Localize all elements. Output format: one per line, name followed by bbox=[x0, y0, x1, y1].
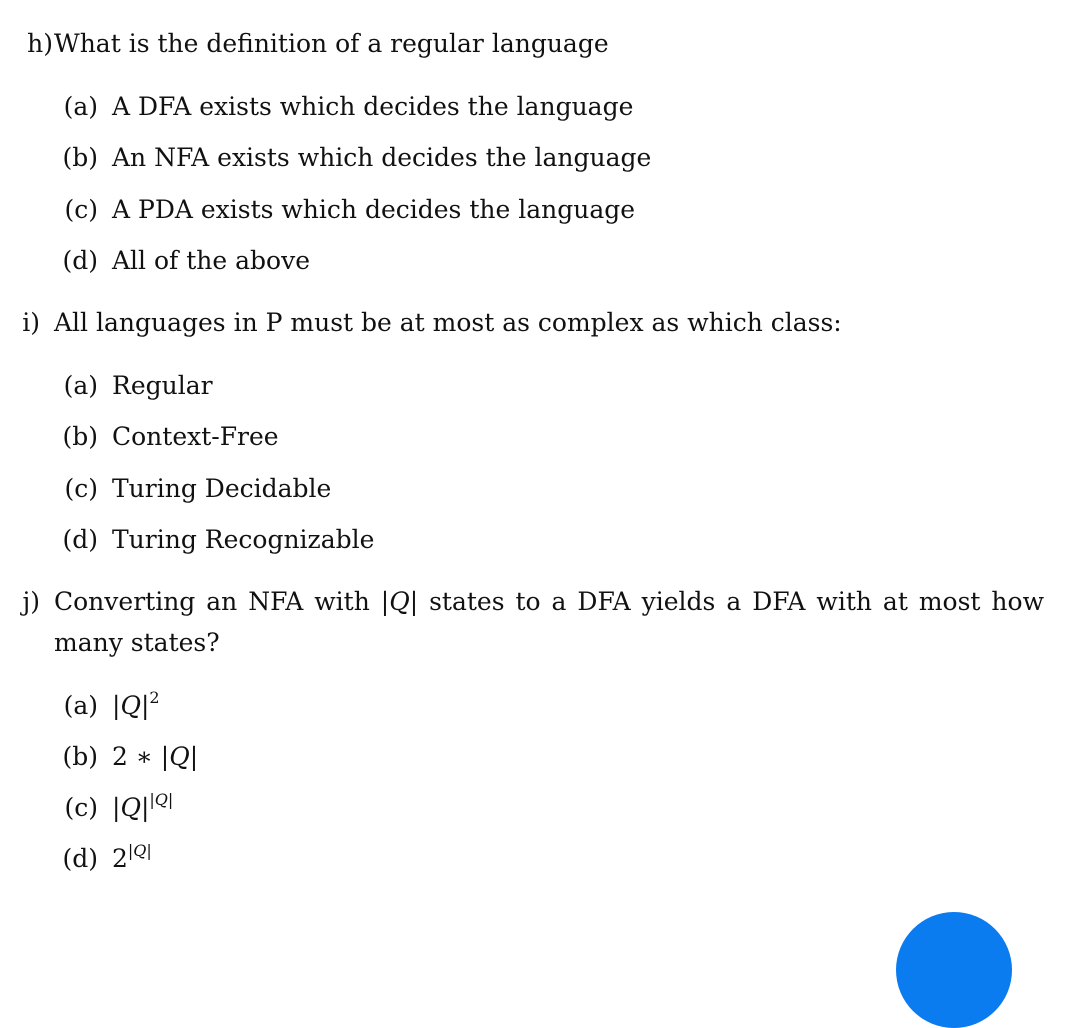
option-label: (a) bbox=[63, 691, 98, 720]
math-variable: Q bbox=[133, 840, 147, 860]
option-label: (c) bbox=[64, 474, 98, 503]
option-label: (b) bbox=[62, 422, 98, 451]
option-text bbox=[112, 840, 152, 873]
math-variable: Q bbox=[389, 587, 410, 616]
math-exponent: 2 bbox=[149, 687, 160, 707]
option-text: Regular bbox=[112, 371, 213, 400]
option-text: 2 ∗ |Q| bbox=[112, 742, 199, 771]
math-exponent: |Q| bbox=[127, 840, 152, 860]
math-base: 2 bbox=[112, 844, 128, 873]
option-label: (d) bbox=[62, 844, 98, 873]
option-text bbox=[112, 789, 174, 822]
math-base: |Q| bbox=[112, 793, 150, 822]
question-text-part: | states to a DFA yields a DFA with at most how many states? bbox=[54, 587, 1044, 657]
question-label: i) bbox=[22, 308, 40, 337]
math-exponent: |Q| bbox=[149, 789, 174, 809]
option-label: (b) bbox=[62, 742, 98, 771]
question-text: What is the definition of a regular language bbox=[54, 29, 609, 58]
option-text: A DFA exists which decides the language bbox=[112, 92, 634, 121]
option-text bbox=[112, 687, 160, 720]
option-label: (a) bbox=[63, 371, 98, 400]
option-label: (c) bbox=[64, 195, 98, 224]
option-text: A PDA exists which decides the language bbox=[112, 195, 636, 224]
option-text: Turing Recognizable bbox=[112, 525, 375, 554]
option-text: Turing Decidable bbox=[112, 474, 332, 503]
question-text-part: Converting an NFA with | bbox=[54, 587, 390, 616]
floating-action-button[interactable] bbox=[896, 912, 1012, 1028]
option-label: (d) bbox=[62, 246, 98, 275]
math-base: |Q| bbox=[112, 691, 150, 720]
option-text: All of the above bbox=[112, 246, 311, 275]
option-label: (c) bbox=[64, 793, 98, 822]
math-variable: Q bbox=[120, 793, 141, 822]
math-variable: Q bbox=[120, 691, 141, 720]
option-label: (d) bbox=[62, 525, 98, 554]
question-label: h) bbox=[27, 29, 53, 58]
option-text: Context-Free bbox=[112, 422, 279, 451]
math-variable: Q bbox=[154, 789, 168, 809]
math-variable: Q bbox=[169, 742, 190, 771]
option-text: An NFA exists which decides the language bbox=[112, 143, 652, 172]
question-text bbox=[54, 581, 1044, 663]
question-text: All languages in P must be at most as complex as which class: bbox=[54, 308, 842, 337]
option-label: (b) bbox=[62, 143, 98, 172]
question-label: j) bbox=[22, 587, 40, 616]
option-label: (a) bbox=[63, 92, 98, 121]
